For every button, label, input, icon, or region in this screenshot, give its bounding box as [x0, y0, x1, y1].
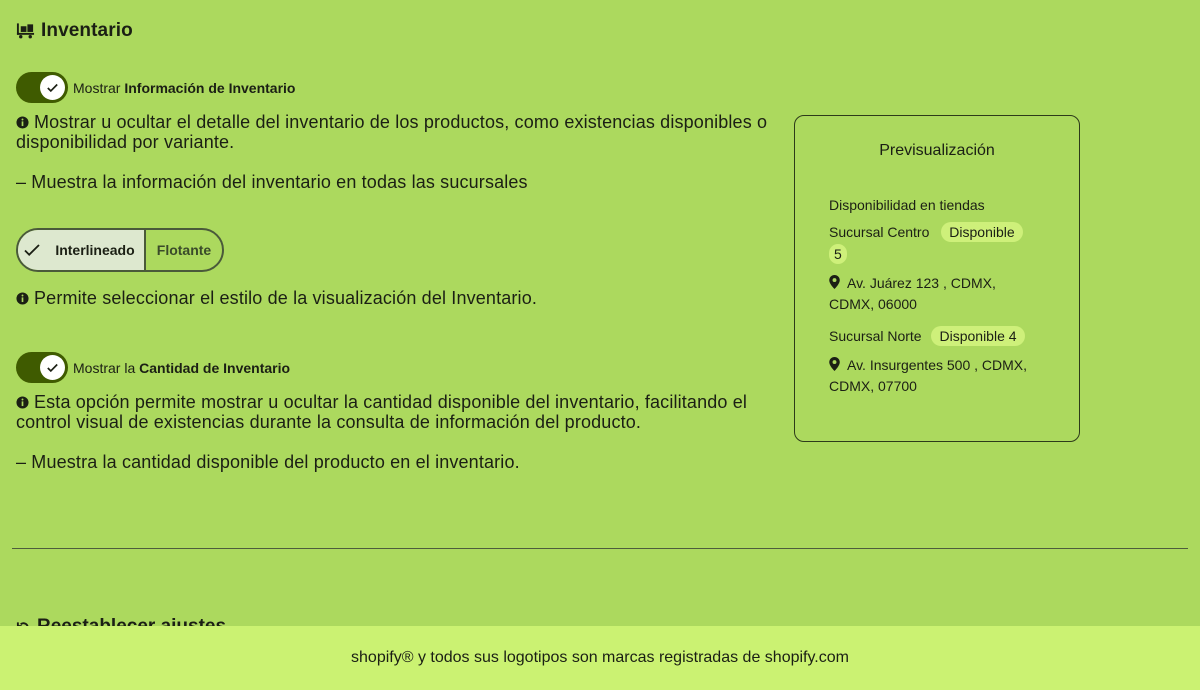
- show-inventory-quantity-row: [16, 352, 290, 383]
- pallet-boxes-icon: [16, 23, 35, 39]
- inventory-quantity-description: [16, 392, 786, 432]
- address-line2: CDMX, 06000: [829, 296, 917, 312]
- footer-text: shopify® y todos sus logotipos son marcas registradas de shopify.com: [351, 649, 849, 666]
- address-line1: Av. Juárez 123 , CDMX,: [847, 275, 996, 291]
- info-icon: [16, 116, 29, 129]
- label-prefix: Mostrar la: [73, 359, 140, 376]
- address-line2: CDMX, 07700: [829, 378, 917, 394]
- store-address: [829, 355, 1049, 397]
- inventory-quantity-note: – Muestra la cantidad disponible del producto en el inventario.: [16, 452, 520, 472]
- style-option-flotante[interactable]: [146, 230, 222, 270]
- style-option-label: Flotante: [156, 242, 212, 258]
- info-icon: [16, 396, 29, 409]
- store-name: Sucursal Norte: [829, 328, 922, 344]
- label-bold: Información de Inventario: [124, 79, 296, 96]
- availability-badge-count: 5: [829, 244, 847, 264]
- address-line1: Av. Insurgentes 500 , CDMX,: [847, 357, 1028, 373]
- preview-panel: [794, 115, 1080, 442]
- store-row: [829, 221, 1039, 265]
- show-inventory-quantity-label: [73, 360, 290, 376]
- map-pin-icon: [829, 357, 840, 371]
- style-option-interlineado[interactable]: [18, 230, 146, 270]
- show-inventory-info-row: [16, 72, 295, 103]
- label-prefix: Mostrar: [73, 79, 125, 96]
- inventory-section-title: [16, 20, 133, 42]
- check-icon: [45, 360, 60, 375]
- show-inventory-quantity-toggle[interactable]: [16, 352, 68, 383]
- show-inventory-info-toggle[interactable]: [16, 72, 68, 103]
- store-address: [829, 273, 1049, 315]
- inventory-info-text: Mostrar u ocultar el detalle del inventario de los productos, como existencias disponibles o disponibilidad por variante.: [16, 112, 768, 152]
- check-icon: [23, 241, 41, 259]
- inventory-info-note: – Muestra la información del inventario en todas las sucursales: [16, 172, 528, 192]
- store-name: Sucursal Centro: [829, 224, 930, 240]
- section-divider: [12, 548, 1188, 549]
- label-bold: Cantidad de Inventario: [139, 359, 291, 376]
- inventory-info-description: [16, 112, 786, 152]
- preview-subtitle: Disponibilidad en tiendas: [829, 197, 985, 213]
- availability-badge: Disponible 4: [931, 326, 1024, 346]
- toggle-knob: [40, 75, 65, 100]
- preview-title: Previsualización: [879, 142, 995, 159]
- availability-badge: [941, 222, 1022, 242]
- inventory-quantity-text: Esta opción permite mostrar u ocultar la cantidad disponible del inventario, facilitando el control visual de existencias durante la consulta de información del producto.: [16, 392, 748, 432]
- show-inventory-info-label: [73, 80, 295, 96]
- map-pin-icon: [829, 275, 840, 289]
- footer-bar: [0, 626, 1200, 690]
- display-style-text: Permite seleccionar el estilo de la visualización del Inventario.: [34, 288, 538, 308]
- display-style-selector: [16, 228, 224, 272]
- store-row: [829, 325, 1025, 347]
- badge-label: Disponible: [949, 224, 1015, 240]
- display-style-description: [16, 288, 786, 308]
- inventory-title-text: Inventario: [41, 20, 133, 41]
- style-option-label: Interlineado: [55, 242, 135, 258]
- check-icon: [45, 80, 60, 95]
- info-icon: [16, 292, 29, 305]
- toggle-knob: [40, 355, 65, 380]
